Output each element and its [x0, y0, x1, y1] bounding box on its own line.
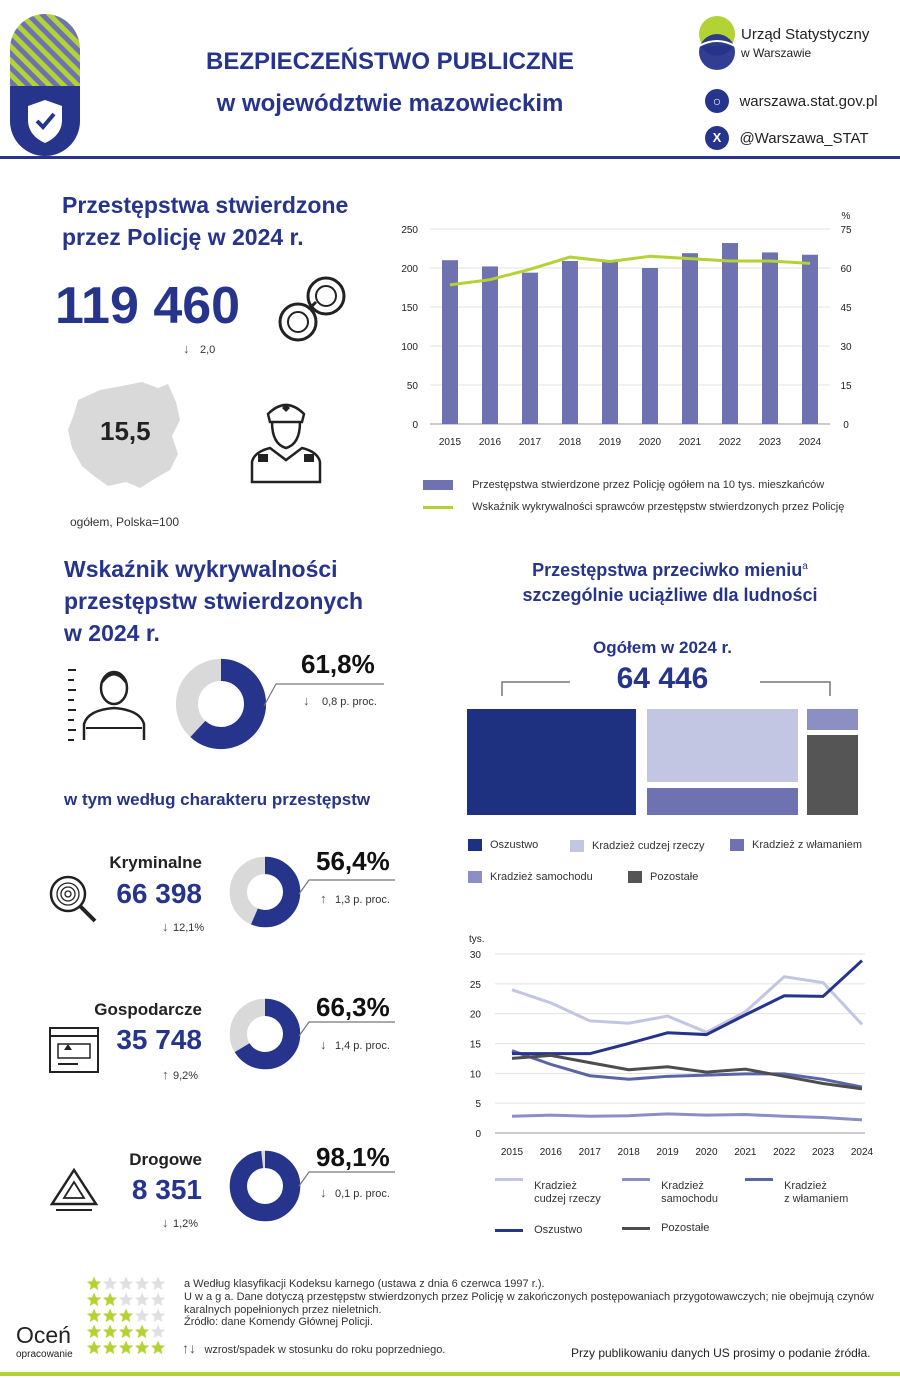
legend-line-label: Wskaźnik wykrywalności sprawców przestępstw stwierdzonych przez Policję [472, 501, 845, 513]
s2-heading-2: przestępstw stwierdzonych [64, 588, 364, 614]
donut-value-arc [238, 1159, 291, 1212]
c2-legend-samochodu-text [661, 1180, 718, 1206]
chart2-xtick: 2016 [539, 1147, 563, 1158]
rating-star-icon[interactable] [119, 1325, 133, 1339]
chart1-bar [802, 255, 818, 424]
s1-heading-1: Przestępstwa stwierdzone [62, 192, 349, 218]
rating-star-icon[interactable] [119, 1341, 133, 1355]
chart1-xtick: 2017 [518, 437, 542, 448]
chart1-bar-line [390, 205, 870, 460]
c2-legend-samochodu-l2: samochodu [661, 1193, 718, 1205]
cat-crim-change [162, 918, 204, 936]
footer-bar [0, 1372, 900, 1376]
tm-label-wlamanie: Kradzież z włamaniem [752, 839, 863, 851]
chart2-xtick: 2019 [656, 1147, 679, 1158]
publish-note: Przy publikowaniu danych US prosimy o podanie źródła. [571, 1346, 871, 1360]
down-arrow-icon: ↓ [303, 693, 310, 708]
treemap-pozostale [807, 735, 858, 815]
s1-index-label: ogółem, Polska=100 [70, 515, 180, 529]
c2-legend-pozostale-text: Pozostałe [661, 1222, 710, 1234]
footnote-uwaga-1: U w a g a. Dane dotyczą przestępstw stwierdzonych przez Policję w zakończonych postępowaniach przygotowawczych; nie obejmują czynów [184, 1291, 874, 1303]
tm-label-pozostale: Pozostałe [650, 871, 699, 883]
cat-crim-name: Kryminalne [109, 853, 202, 872]
s3-total-value: 64 446 [616, 662, 709, 695]
cat-road-donut [229, 1150, 301, 1222]
down-arrow-icon: ↓ [162, 919, 169, 934]
legend-bar-swatch [423, 480, 453, 490]
cat-crim-change-value: 12,1% [172, 922, 205, 934]
twitter-text: @Warszawa_STAT [739, 129, 869, 147]
rating-star-icon[interactable] [135, 1277, 149, 1291]
chart1-ytick-right: 60 [840, 264, 852, 275]
header-divider [0, 156, 900, 159]
chart1-legend-bar [423, 479, 824, 491]
arrows-legend [182, 1340, 445, 1358]
cat-econ-change [162, 1066, 198, 1084]
cat-econ-pct: 66,3% [316, 992, 390, 1022]
computer-fraud-icon [48, 1024, 100, 1076]
footnote-uwaga-2: karalnych popełnionych przez nieletnich. [184, 1304, 382, 1316]
c2-swatch-cudzej [495, 1178, 523, 1181]
globe-icon: ○ [705, 89, 729, 113]
chart2-line [455, 930, 874, 1162]
chart2-xtick: 2023 [811, 1147, 835, 1158]
chart2-ytick: 15 [469, 1039, 481, 1051]
chart2-series-line [512, 961, 862, 1054]
s2-subheading: w tym według charakteru przestępstw [64, 790, 371, 809]
chart2-xtick: 2021 [734, 1147, 757, 1158]
suspect-mugshot-icon [66, 664, 146, 744]
down-arrow-icon: ↓ [183, 341, 190, 356]
c2-legend-oszustwo-text: Oszustwo [534, 1224, 583, 1236]
chart2-series-line [512, 1114, 862, 1120]
shield-logo-icon [10, 14, 80, 156]
footnote-source: Źródło: dane Komendy Głównej Policji. [184, 1316, 373, 1328]
c2-legend-oszustwo [495, 1224, 582, 1236]
chart1-right-unit: % [841, 211, 851, 222]
rating-star-icon[interactable] [103, 1341, 117, 1355]
rating-star-icon[interactable] [103, 1309, 117, 1323]
c2-legend-cudzej [495, 1180, 601, 1206]
rating-star-icon[interactable] [103, 1325, 117, 1339]
s3-total-label: Ogółem w 2024 r. [593, 638, 732, 657]
tm-legend-samochodu [468, 871, 593, 883]
chart1-line [450, 256, 810, 285]
chart1-bar [642, 268, 658, 424]
s2-heading-1: Wskaźnik wykrywalności [64, 556, 338, 582]
page-subtitle: w województwie mazowieckim [216, 90, 564, 117]
chart2-ytick: 25 [469, 979, 481, 991]
c2-legend-samochodu-l1: Kradzież [661, 1180, 704, 1192]
chart1-bar [562, 261, 578, 424]
rating-star-icon[interactable] [87, 1293, 101, 1307]
c2-legend-pozostale [622, 1222, 709, 1234]
s2-donut [175, 658, 267, 750]
chart1-xtick: 2023 [758, 437, 782, 448]
rating-star-icon[interactable] [103, 1293, 117, 1307]
s2-delta-value: 0,8 p. proc. [321, 696, 377, 708]
twitter-link[interactable] [705, 126, 869, 152]
rating-star-icon[interactable] [119, 1293, 133, 1307]
footnote-a: a Według klasyfikacji Kodeksu karnego (ustawa z dnia 6 czerwca 1997 r.). [184, 1278, 545, 1290]
s3-brackets [500, 676, 835, 698]
s1-index-value: 15,5 [100, 416, 151, 446]
c2-swatch-wlamanie [745, 1178, 773, 1181]
cat-econ-delta-value: 1,4 p. proc. [334, 1040, 390, 1052]
chart1-ytick-left: 150 [401, 303, 418, 314]
header-badge [10, 14, 80, 156]
chart1-xtick: 2022 [718, 437, 742, 448]
chart1-bar [522, 273, 538, 424]
chart2-ytick: 10 [469, 1069, 481, 1081]
c2-swatch-oszustwo [495, 1229, 523, 1232]
rating-star-icon[interactable] [151, 1293, 165, 1307]
cat-crim-pct: 56,4% [316, 846, 390, 876]
rating-star-icon[interactable] [87, 1341, 101, 1355]
chart1-ytick-right: 30 [840, 342, 852, 353]
website-link[interactable] [705, 89, 878, 115]
tm-swatch-samochodu [468, 871, 482, 883]
chart1-ytick-left: 50 [406, 381, 418, 392]
chart1-ytick-right: 15 [840, 381, 852, 392]
rating-star-icon[interactable] [119, 1309, 133, 1323]
cat-road-name: Drogowe [129, 1150, 202, 1169]
cat-road-delta-value: 0,1 p. proc. [334, 1188, 390, 1200]
chart2-series-line [512, 1055, 862, 1088]
cat-road-delta [320, 1184, 390, 1202]
cat-econ-delta [320, 1036, 390, 1054]
fingerprint-magnifier-icon [48, 874, 100, 926]
c2-legend [495, 1180, 875, 1240]
chart1-xtick: 2015 [438, 437, 462, 448]
treemap-kradziez-cudzej [647, 709, 798, 782]
tm-legend-wlamanie [730, 839, 862, 851]
rating-star-icon[interactable] [87, 1325, 101, 1339]
s3-heading-sup: a [802, 561, 808, 572]
rating-star-icon[interactable] [135, 1309, 149, 1323]
chart2-xtick: 2017 [578, 1147, 601, 1158]
chart1-xtick: 2018 [558, 437, 582, 448]
tm-label-cudzej: Kradzież cudzej rzeczy [592, 840, 705, 852]
tm-swatch-cudzej [570, 840, 584, 852]
s1-delta-value: 2,0 [199, 344, 216, 356]
s3-heading-text: Przestępstwa przeciwko mieniu [532, 560, 803, 580]
handcuffs-icon [274, 268, 354, 346]
c2-swatch-samochodu [622, 1178, 650, 1181]
c2-legend-wlamanie-text [784, 1180, 848, 1206]
chart1-ytick-right: 75 [840, 225, 852, 236]
tm-label-samochodu: Kradzież samochodu [490, 871, 593, 883]
cat-econ-donut [229, 998, 301, 1070]
s2-delta [303, 692, 377, 710]
s1-heading-2: przez Policję w 2024 r. [62, 224, 304, 250]
office-name: Urząd Statystyczny [741, 26, 870, 43]
s1-total-value: 119 460 [55, 277, 241, 335]
chart2-xtick: 2018 [617, 1147, 640, 1158]
cat-road-value: 8 351 [131, 1174, 202, 1205]
cat-econ-value: 35 748 [116, 1024, 202, 1055]
cat-crim-value: 66 398 [116, 878, 202, 909]
s2-heading-3: w 2024 r. [64, 620, 160, 646]
cat-road-change [162, 1214, 198, 1232]
cat-crim-delta-value: 1,3 p. proc. [334, 894, 390, 906]
c2-swatch-pozostale [622, 1227, 650, 1230]
treemap-kradziez-wlamanie [647, 788, 798, 815]
rating-star-icon[interactable] [151, 1325, 165, 1339]
chart2-xtick: 2015 [500, 1147, 524, 1158]
tm-label-oszustwo: Oszustwo [490, 839, 539, 851]
chart1-ytick-right: 45 [840, 303, 852, 314]
rating-star-icon[interactable] [103, 1277, 117, 1291]
cat-road-pct: 98,1% [316, 1142, 390, 1172]
tm-legend-oszustwo [468, 839, 538, 851]
c2-legend-wlamanie [745, 1180, 848, 1206]
arrows-legend-text: wzrost/spadek w stosunku do roku poprzedniego. [204, 1344, 446, 1356]
chart1-xtick: 2019 [598, 437, 622, 448]
tm-swatch-pozostale [628, 871, 642, 883]
page-title: BEZPIECZEŃSTWO PUBLICZNE [205, 48, 574, 75]
chart2-unit: tys. [469, 934, 485, 945]
cat-crim-donut [229, 856, 301, 928]
chart2-series-line [512, 977, 862, 1032]
c2-legend-samochodu [622, 1180, 718, 1206]
rating-star-icon[interactable] [135, 1325, 149, 1339]
tm-swatch-wlamanie [730, 839, 744, 851]
c2-legend-cudzej-l2: cudzej rzeczy [534, 1193, 601, 1205]
rating-star-icon[interactable] [87, 1277, 101, 1291]
gus-logo-icon [695, 16, 739, 70]
down-arrow-icon: ↓ [320, 1185, 327, 1200]
x-twitter-icon: X [705, 126, 729, 150]
police-officer-icon [246, 398, 326, 484]
chart2-ytick: 30 [469, 950, 481, 961]
tm-swatch-oszustwo [468, 839, 482, 851]
chart2-ytick: 0 [475, 1129, 481, 1140]
chart1-ytick-right: 0 [843, 420, 849, 431]
chart1-ytick-left: 250 [401, 225, 418, 236]
chart2-xtick: 2024 [850, 1147, 874, 1158]
c2-legend-cudzej-l1: Kradzież [534, 1180, 577, 1192]
c2-legend-cudzej-text [534, 1180, 601, 1206]
chart1-bar [682, 253, 698, 424]
tm-legend-pozostale [628, 871, 698, 883]
s3-heading-2: szczególnie uciążliwe dla ludności [522, 585, 818, 605]
chart1-bar [762, 252, 778, 424]
office-logo [695, 16, 895, 74]
treemap-kradziez-samochodu [807, 709, 858, 730]
up-arrow-icon: ↑ [162, 1067, 169, 1082]
rating-star-icon[interactable] [135, 1293, 149, 1307]
office-city: w Warszawie [741, 46, 812, 60]
chart1-bar [482, 266, 498, 424]
rating-star-icon[interactable] [87, 1309, 101, 1323]
c2-legend-wlamanie-l1: Kradzież [784, 1180, 827, 1192]
website-text: warszawa.stat.gov.pl [739, 92, 878, 110]
rate-sub: opracowanie [16, 1349, 73, 1360]
s1-delta [183, 340, 215, 358]
chart1-xtick: 2016 [478, 437, 502, 448]
legend-bar-label: Przestępstwa stwierdzone przez Policję ogółem na 10 tys. mieszkańców [472, 479, 825, 491]
chart1-xtick: 2021 [678, 437, 702, 448]
chart1-ytick-left: 100 [401, 342, 418, 353]
chart1-bar [722, 243, 738, 424]
rating-star-icon[interactable] [135, 1341, 149, 1355]
treemap-oszustwo [467, 709, 636, 815]
chart2-xtick: 2022 [773, 1147, 796, 1158]
up-down-arrows-icon: ↑↓ [182, 1340, 196, 1356]
warning-triangle-icon [48, 1166, 100, 1214]
chart1-bar [602, 260, 618, 424]
chart2-ytick: 5 [475, 1099, 481, 1111]
chart2-ytick: 20 [469, 1009, 481, 1021]
cat-econ-name: Gospodarcze [94, 1000, 202, 1019]
rating-star-icon[interactable] [119, 1277, 133, 1291]
cat-econ-change-value: 9,2% [172, 1070, 199, 1082]
rating-stars[interactable] [86, 1276, 170, 1360]
chart1-xtick: 2020 [638, 437, 662, 448]
up-arrow-icon: ↑ [320, 891, 327, 906]
rate-title[interactable]: Oceń [16, 1322, 71, 1348]
cat-crim-delta [320, 890, 390, 908]
s2-pct: 61,8% [301, 649, 375, 679]
cat-road-change-value: 1,2% [172, 1218, 199, 1230]
legend-line-swatch [423, 506, 453, 509]
down-arrow-icon: ↓ [320, 1037, 327, 1052]
down-arrow-icon: ↓ [162, 1215, 169, 1230]
tm-legend-cudzej [570, 840, 705, 852]
rating-star-icon[interactable] [151, 1309, 165, 1323]
rating-star-icon[interactable] [151, 1341, 165, 1355]
chart1-ytick-left: 200 [401, 264, 418, 275]
s3-heading-1 [470, 560, 870, 581]
chart1-legend-line [423, 501, 844, 513]
rating-star-icon[interactable] [151, 1277, 165, 1291]
chart2-xtick: 2020 [695, 1147, 718, 1158]
c2-legend-wlamanie-l2: z włamaniem [784, 1193, 849, 1205]
chart1-xtick: 2024 [798, 437, 822, 448]
chart1-ytick-left: 0 [412, 420, 418, 431]
